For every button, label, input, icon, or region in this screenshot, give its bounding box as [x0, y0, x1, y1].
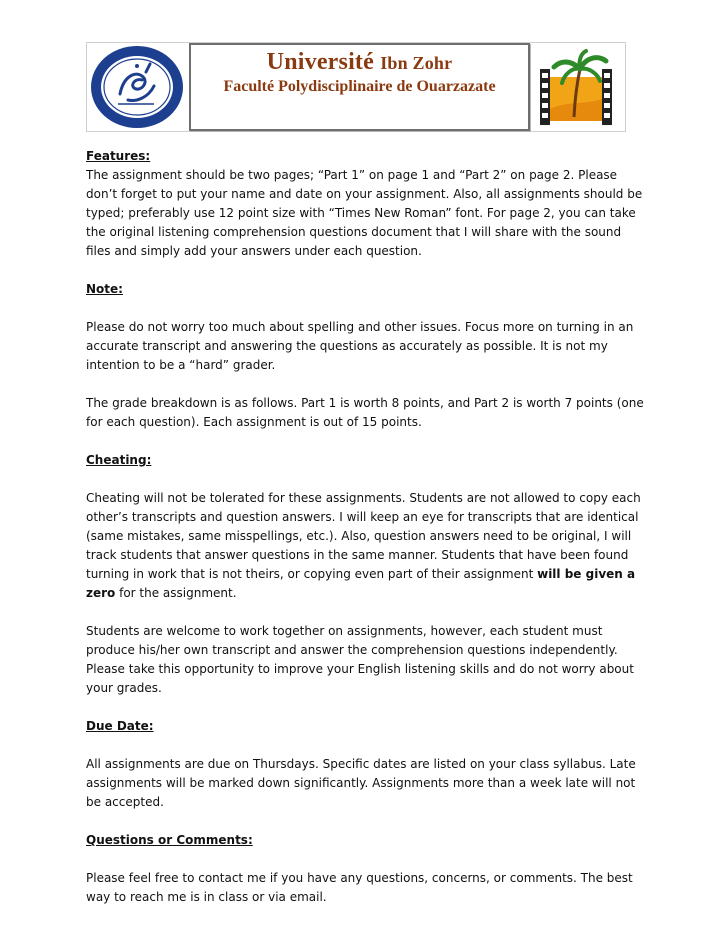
- due-date-heading: Due Date:: [86, 719, 154, 733]
- ibn-zohr-word: Ibn Zohr: [380, 53, 453, 73]
- document-body: [86, 147, 646, 907]
- university-seal-icon: [88, 44, 186, 130]
- palm-tree-film-icon: [536, 47, 616, 127]
- note-text-1: Please do not worry too much about spelling and other issues. Focus more on turning in an accurate transcript and answering the questions as accurately as possible. It is not my intention to be a “hard” grader.: [86, 320, 634, 372]
- university-title: [191, 48, 528, 77]
- due-date-text: All assignments are due on Thursdays. Specific dates are listed on your class syllabus. Late assignments will be marked down significantly. Assignments more than a week late will not be accepted.: [86, 757, 636, 809]
- questions-text: Please feel free to contact me if you have any questions, concerns, or comments. The best way to reach me is in class or via email.: [86, 871, 633, 904]
- questions-heading: Questions or Comments:: [86, 833, 253, 847]
- university-word: Université: [266, 49, 374, 75]
- cheating-text-1-after: for the assignment.: [115, 586, 237, 600]
- cheating-text-2: Students are welcome to work together on assignments, however, each student must produce his/her own transcript and answer the comprehension questions independently. Please take this opportunity to improve your English listening skills and do not worry about your grades.: [86, 624, 634, 695]
- zero-grade-emphasis: will be given a zero: [86, 567, 636, 600]
- note-heading: Note:: [86, 282, 123, 296]
- faculty-title: Faculté Polydisciplinaire de Ouarzazate: [223, 78, 496, 95]
- cheating-text-1: [86, 489, 646, 603]
- cheating-text-1-before: Cheating will not be tolerated for these assignments. Students are not allowed to copy each other’s transcripts and question answers. I will keep an eye for transcripts that are identical (same mistakes, same misspellings, etc.). Also, question answers need to be original, I will track students that answer questions in the same manner. Students that have been found turning in work that is not theirs, or copying even part of their assignment: [86, 491, 641, 581]
- note-text-2: The grade breakdown is as follows. Part 1 is worth 8 points, and Part 2 is worth 7 points (one for each question). Each assignment is out of 15 points.: [86, 396, 644, 429]
- cheating-heading: Cheating:: [86, 453, 152, 467]
- features-heading: Features:: [86, 149, 151, 163]
- features-text: The assignment should be two pages; “Part 1” on page 1 and “Part 2” on page 2. Please don’t forget to put your name and date on your assignment. Also, all assignments should be typed; preferably use 12 point size with “Times New Roman” font. For page 2, you can take the original listening comprehension questions document that I will share with the sound files and simply add your answers under each question.: [86, 168, 643, 258]
- title-box: [189, 43, 530, 131]
